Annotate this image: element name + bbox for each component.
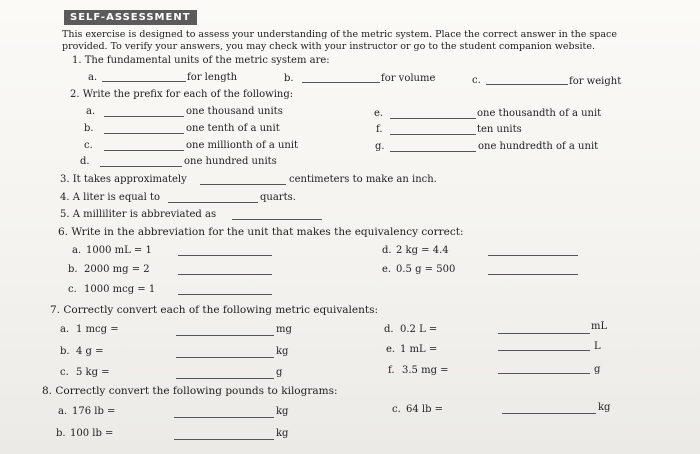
q6-a-blank[interactable]	[178, 255, 272, 256]
q6-a-letter: a.	[72, 245, 82, 256]
q8-a-letter: a.	[58, 406, 68, 417]
q8-c-text: 64 lb =	[406, 404, 444, 415]
q8-prompt: 8. Correctly convert the following pounds to kilograms:	[42, 385, 338, 397]
intro-line-1: This exercise is designed to assess your understanding of the metric system. Place the correct answer in the space	[62, 29, 617, 40]
q1-prompt: 1. The fundamental units of the metric system are:	[72, 55, 330, 66]
q1-b-blank[interactable]	[302, 82, 380, 83]
q2-f-letter: f.	[376, 124, 383, 135]
q7-e-unit: L	[594, 341, 601, 352]
q7-e-text: 1 mL =	[400, 344, 438, 355]
q6-b-letter: b.	[68, 264, 78, 275]
q2-f-text: ten units	[477, 124, 522, 135]
q7-f-text: 3.5 mg =	[402, 365, 449, 376]
q6-d-text: 2 kg = 4.4	[396, 245, 449, 256]
q7-b-text: 4 g =	[76, 346, 104, 357]
q7-d-unit: mL	[591, 321, 608, 332]
q7-d-blank[interactable]	[498, 333, 590, 334]
q6-e-letter: e.	[382, 264, 392, 275]
q6-a-text: 1000 mL = 1	[86, 245, 152, 256]
q7-e-blank[interactable]	[498, 350, 590, 351]
q7-f-unit: g	[594, 364, 601, 375]
q2-c-letter: c.	[84, 140, 93, 151]
q8-a-text: 176 lb =	[72, 406, 116, 417]
q2-b-letter: b.	[84, 123, 94, 134]
q2-g-blank[interactable]	[390, 151, 476, 152]
q6-b-text: 2000 mg = 2	[84, 264, 150, 275]
q6-c-letter: c.	[68, 284, 77, 295]
q6-c-blank[interactable]	[178, 294, 272, 295]
q6-prompt: 6. Write in the abbreviation for the unit that makes the equivalency correct:	[58, 226, 464, 238]
q2-a-blank[interactable]	[104, 116, 184, 117]
q2-e-text: one thousandth of a unit	[477, 108, 602, 119]
q2-b-text: one tenth of a unit	[186, 123, 280, 134]
q2-d-letter: d.	[80, 156, 90, 167]
q4-prompt: 4. A liter is equal to	[60, 192, 161, 203]
q6-e-text: 0.5 g = 500	[396, 264, 456, 275]
q7-c-blank[interactable]	[176, 378, 274, 379]
q8-c-blank[interactable]	[502, 413, 596, 414]
q3-suffix: centimeters to make an inch.	[289, 174, 437, 185]
q1-a-unit: for length	[187, 72, 238, 83]
q3-prompt: 3. It takes approximately	[60, 174, 187, 185]
q3-blank[interactable]	[200, 184, 286, 185]
q1-c-unit: for weight	[569, 76, 622, 87]
q2-g-text: one hundredth of a unit	[478, 141, 599, 152]
q6-e-blank[interactable]	[488, 274, 578, 275]
q1-c-letter: c.	[472, 75, 481, 86]
q5-blank[interactable]	[232, 219, 322, 220]
q8-a-unit: kg	[276, 406, 289, 417]
q4-suffix: quarts.	[260, 192, 296, 203]
q8-b-letter: b.	[56, 428, 66, 439]
q7-b-unit: kg	[276, 346, 289, 357]
q2-f-blank[interactable]	[390, 134, 476, 135]
q7-c-text: 5 kg =	[76, 367, 110, 378]
q7-c-letter: c.	[60, 367, 69, 378]
q7-a-blank[interactable]	[176, 335, 274, 336]
q1-b-letter: b.	[284, 73, 294, 84]
intro-line-2: provided. To verify your answers, you may check with your instructor or go to the student companion website.	[62, 41, 595, 52]
q2-prompt: 2. Write the prefix for each of the following:	[70, 89, 294, 100]
q5-prompt: 5. A milliliter is abbreviated as	[60, 209, 217, 220]
q6-d-letter: d.	[382, 245, 392, 256]
q2-c-text: one millionth of a unit	[186, 140, 299, 151]
q1-c-blank[interactable]	[486, 84, 568, 85]
q4-blank[interactable]	[168, 202, 258, 203]
q2-c-blank[interactable]	[104, 150, 184, 151]
q8-a-blank[interactable]	[174, 417, 274, 418]
q7-c-unit: g	[276, 367, 283, 378]
q6-b-blank[interactable]	[178, 274, 272, 275]
q7-e-letter: e.	[386, 344, 396, 355]
q6-c-text: 1000 mcg = 1	[84, 284, 156, 295]
q1-b-unit: for volume	[381, 73, 436, 84]
q2-a-text: one thousand units	[186, 106, 283, 117]
q7-prompt: 7. Correctly convert each of the following metric equivalents:	[50, 304, 379, 316]
q7-b-letter: b.	[60, 346, 70, 357]
q7-b-blank[interactable]	[176, 357, 274, 358]
q2-e-blank[interactable]	[390, 118, 476, 119]
q7-a-text: 1 mcg =	[76, 324, 119, 335]
q2-a-letter: a.	[86, 106, 96, 117]
q8-b-text: 100 lb =	[70, 428, 114, 439]
q2-d-blank[interactable]	[100, 166, 182, 167]
q7-a-unit: mg	[276, 324, 292, 335]
q1-a-letter: a.	[88, 72, 98, 83]
q7-f-letter: f.	[388, 365, 395, 376]
q7-f-blank[interactable]	[498, 373, 590, 374]
q7-d-letter: d.	[384, 324, 394, 335]
q8-b-unit: kg	[276, 428, 289, 439]
q8-c-letter: c.	[392, 404, 401, 415]
q6-d-blank[interactable]	[488, 255, 578, 256]
q8-b-blank[interactable]	[174, 439, 274, 440]
q7-d-text: 0.2 L =	[400, 324, 438, 335]
q2-e-letter: e.	[374, 108, 384, 119]
q2-b-blank[interactable]	[104, 133, 184, 134]
q2-g-letter: g.	[375, 141, 385, 152]
q1-a-blank[interactable]	[102, 81, 186, 82]
q7-a-letter: a.	[60, 324, 70, 335]
q8-c-unit: kg	[598, 402, 611, 413]
q2-d-text: one hundred units	[184, 156, 277, 167]
section-header: SELF-ASSESSMENT	[64, 10, 197, 25]
